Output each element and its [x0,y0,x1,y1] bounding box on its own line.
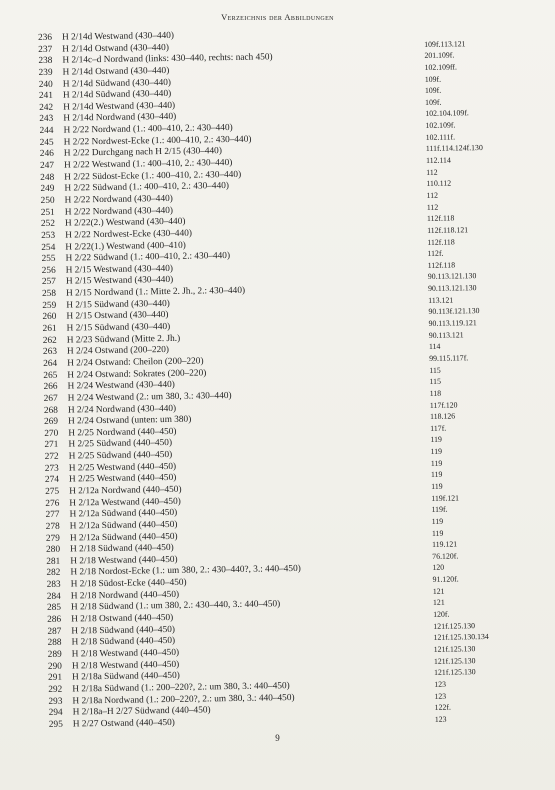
figure-number: 238 [38,56,53,67]
figure-number: 295 [48,719,63,730]
page-references: 99.115.117f. [429,353,469,363]
figure-number: 243 [39,114,54,125]
page-references: 121 [432,586,445,596]
figure-number: 270 [44,428,59,439]
figure-number: 267 [43,393,58,404]
page-references: 109f. [424,85,442,96]
figure-number: 282 [46,568,61,579]
figure-number: 273 [44,463,59,474]
page-references: 112.114 [425,155,451,165]
figure-number: 240 [38,79,53,90]
page-references: 109f. [425,97,442,107]
page-references: 112 [426,167,438,177]
figure-number: 245 [39,137,54,148]
figure-description: H 2/22 Südwand (1.: 400–410, 2.: 430–440) [65,251,231,264]
figure-number: 294 [48,707,63,719]
page-references: 102.104.109f. [425,108,469,119]
figure-description: H 2/25 Westwand (440–450) [68,461,177,474]
figure-description: H 2/24 Ostwand (200–220) [66,345,170,357]
figure-number: 258 [42,288,57,300]
figure-description: H 2/18 Westwand (440–450) [70,554,178,567]
page-references: 121f.125.130 [433,644,476,654]
page-references: 112 [426,190,439,200]
page-references: 76.120f. [432,551,459,561]
figure-description: H 2/22 Westwand (1.: 400–410, 2.: 430–440) [64,158,233,171]
figure-number: 290 [47,661,62,672]
figure-number: 254 [41,242,56,253]
figure-number: 255 [41,253,56,265]
figure-description: H 2/24 Westwand (430–440) [67,380,175,392]
figure-number: 285 [46,603,62,614]
figure-list [38,25,549,731]
page-references: 115 [429,376,441,387]
figure-number: 263 [42,347,58,358]
figure-description: H 2/15 Südwand (430–440) [66,321,171,334]
figure-description: H 2/12a Südwand (440–450) [69,519,178,532]
page-references: 121f.125.130.134 [433,632,489,643]
figure-description: H 2/18 Westwand (440–450) [71,647,180,660]
figure-number: 242 [39,102,54,113]
page-references: 119 [430,435,442,445]
figure-description: H 2/15 Westwand (430–440) [65,263,174,276]
page-references: 121f.125.130 [434,667,476,678]
figure-number: 272 [44,451,59,463]
page-references: 119 [431,481,443,491]
page-references: 121f.125.130 [433,620,476,631]
figure-description: H 2/22 Nordwest-Ecke (430–440) [65,228,193,241]
figure-number: 292 [48,684,63,695]
figure-number: 284 [46,591,61,602]
figure-description: H 2/18 Südost-Ecke (440–450) [70,577,187,590]
figure-description: H 2/14d Südwand (430–440) [62,89,172,101]
figure-description: H 2/12a Südwand (440–450) [69,531,178,544]
figure-description: H 2/25 Westwand (440–450) [68,473,177,485]
figure-description: H 2/14d Nordwand (430–440) [63,112,177,125]
page-references: 90.113f.121.130 [428,306,480,317]
figure-description: H 2/18 Nordwand (440–450) [70,589,180,602]
figure-description: H 2/22 Südwand (1.: 400–410, 2.: 430–440) [64,181,230,194]
figure-description: H 2/23 Südwand (Mitte 2. Jh.) [66,333,181,346]
page-number: 9 [275,733,280,743]
figure-number: 264 [43,358,58,369]
figure-description: H 2/25 Südwand (440–450) [68,438,173,450]
figure-description: H 2/18 Südwand (440–450) [71,636,176,648]
figure-description: H 2/14d Westwand (430–440) [61,30,175,43]
figure-description: H 2/22(2.) Westwand (430–440) [64,216,186,229]
figure-number: 277 [45,509,60,521]
figure-number: 287 [47,626,62,637]
page-references: 90.113.119.121 [428,318,477,328]
figure-description: H 2/18 Nordost-Ecke (1.: um 380, 2.: 430–440?, 3.: 440–450) [70,564,301,579]
page-references: 113.121 [428,295,454,305]
figure-description: H 2/14d Ostwand (430–440) [62,65,170,78]
figure-number: 278 [45,521,60,532]
page-references: 121f.125.130 [433,655,476,666]
page-references: 90.113.121.130 [427,283,477,293]
figure-description: H 2/14d Südwand (430–440) [62,77,172,90]
page-references: 115 [429,365,441,375]
running-header: Verzeichnis der Abbildungen [221,12,334,22]
figure-number: 286 [47,614,62,625]
figure-number: 257 [41,277,56,288]
page-references: 117f.120 [429,399,458,410]
page-references: 90.113.121 [428,330,464,340]
page-references: 90.113.121.130 [427,271,477,282]
page-references: 102.111f. [425,132,456,142]
figure-description: H 2/22 Nordwand (430–440) [64,193,173,206]
figure-description: H 2/18a Nordwand (1.: 200–220?, 2.: um 380, 3.: 440–450) [72,692,295,707]
figure-description: H 2/18a Südwand (1.: 200–220?, 2.: um 380, 3.: 440–450) [72,681,290,695]
figure-description: H 2/22 Nordwand (430–440) [64,205,174,218]
figure-number: 291 [48,672,63,684]
page-references: 118.126 [430,411,456,422]
figure-number: 280 [46,544,61,556]
figure-description: H 2/14d Westwand (430–440) [63,100,176,113]
figure-description: H 2/14c–d Nordwand (links: 430–440, rechts: nach 450) [62,52,273,66]
page-references: 119 [431,516,444,526]
figure-description: H 2/12a Nordwand (440–450) [69,484,182,497]
figure-number: 237 [38,44,53,55]
figure-description: H 2/15 Nordwand (1.: Mitte 2. Jh., 2.: 430–440) [66,285,246,299]
figure-number: 275 [45,486,60,497]
figure-description: H 2/18 Westwand (440–450) [71,659,180,672]
page-references: 120f. [433,609,450,619]
figure-description: H 2/18a–H 2/27 Südwand (440–450) [72,705,211,718]
page-references: 112f. [427,248,444,259]
figure-description: H 2/14d Ostwand (430–440) [62,42,169,55]
figure-number: 248 [40,172,55,183]
page-references: 122f. [434,702,451,713]
page-references: 109f.113.121 [424,38,466,49]
figure-description: H 2/22 Nordwand (1.: 400–410, 2.: 430–440) [63,123,233,136]
figure-number: 256 [41,265,56,276]
figure-number: 261 [42,323,57,334]
figure-number: 268 [43,405,58,416]
figure-number: 252 [40,219,56,230]
figure-number: 250 [40,195,55,206]
page-references: 123 [434,714,447,724]
figure-number: 281 [46,556,61,567]
figure-description: H 2/15 Südwand (430–440) [66,298,170,311]
figure-description: H 2/27 Ostwand (440–450) [72,717,175,730]
figure-description: H 2/25 Südwand (440–450) [68,450,173,462]
page-references: 102.109ff. [424,62,457,72]
page-references: 119f. [431,504,448,515]
figure-description: H 2/22 Südost-Ecke (1.: 400–410, 2.: 430–440) [64,169,242,183]
figure-description: H 2/24 Nordwand (430–440) [67,403,177,416]
figure-number: 283 [46,579,61,591]
figure-number: 276 [45,498,60,509]
figure-description: H 2/12a Südwand (440–450) [69,508,178,520]
page-references: 112 [426,202,439,212]
figure-number: 246 [39,149,54,160]
page-references: 112f.118.121 [427,225,469,235]
page-references: 119.121 [432,539,458,550]
figure-description: H 2/12a Westwand (440–450) [69,496,181,509]
figure-description: H 2/18 Südwand (440–450) [70,543,174,555]
page-references: 120 [432,563,445,573]
figure-number: 251 [40,207,55,218]
figure-number: 249 [40,184,55,195]
figure-number: 289 [47,649,62,660]
figure-description: H 2/22(1.) Westwand (400–410) [65,240,186,253]
page-references: 119 [430,470,443,480]
figure-description: H 2/24 Westwand (2.: um 380, 3.: 430–440) [67,390,232,404]
figure-number: 236 [38,32,53,43]
page-references: 123 [434,691,447,701]
figure-number: 244 [39,125,54,137]
figure-number: 262 [42,335,57,346]
figure-description: H 2/18 Südwand (1.: um 380, 2.: 430–440, 3.: 440–450) [70,599,281,613]
figure-number: 293 [48,696,63,707]
page-references: 112f.118 [426,213,455,224]
figure-description: H 2/24 Ostwand: Cheilon (200–220) [67,356,204,369]
figure-description: H 2/18 Südwand (440–450) [71,624,176,637]
figure-description: H 2/24 Ostwand: Sokrates (200–220) [67,367,207,381]
page-references: 117f. [430,423,447,433]
figure-number: 266 [43,381,58,393]
figure-number: 269 [44,416,59,428]
page-references: 109f. [424,74,442,84]
figure-number: 274 [44,475,60,486]
figure-description: H 2/25 Nordwand (440–450) [68,426,177,439]
figure-number: 271 [44,440,59,451]
page-references: 118 [429,388,442,398]
figure-description: H 2/18 Ostwand (440–450) [71,612,174,625]
figure-number: 253 [41,230,56,241]
page-references: 119 [430,458,443,468]
page-references: 201.109f. [424,50,455,61]
figure-number: 259 [42,300,57,311]
figure-number: 279 [45,533,60,544]
figure-number: 265 [43,370,58,381]
figure-description: H 2/15 Westwand (430–440) [65,275,174,288]
page-references: 91.120f. [432,574,459,584]
page-references: 123 [434,679,447,689]
figure-number: 260 [42,312,57,323]
page-references: 111f.114.124f.130 [425,143,483,154]
page-references: 112f.118 [427,260,456,270]
page-references: 102.109f. [425,120,456,131]
figure-description: H 2/15 Ostwand (430–440) [66,310,169,322]
page-references: 119 [431,528,444,538]
figure-description: H 2/22 Nordwest-Ecke (1.: 400–410, 2.: 430–440) [63,134,252,148]
figure-number: 239 [38,67,53,78]
page-references: 112f.118 [427,237,455,247]
figure-number: 247 [40,160,55,172]
page-references: 119f.121 [431,493,460,503]
figure-description: H 2/18a Südwand (440–450) [72,671,180,683]
figure-number: 241 [38,90,54,102]
figure-number: 288 [47,638,62,649]
page-references: 121 [432,598,445,608]
figure-description: H 2/22 Durchgang nach H 2/15 (430–440) [63,146,222,160]
page-references: 119 [430,446,443,456]
page-references: 114 [428,342,441,352]
page-references: 110.112 [426,178,452,189]
figure-description: H 2/24 Ostwand (unten: um 380) [68,414,192,427]
